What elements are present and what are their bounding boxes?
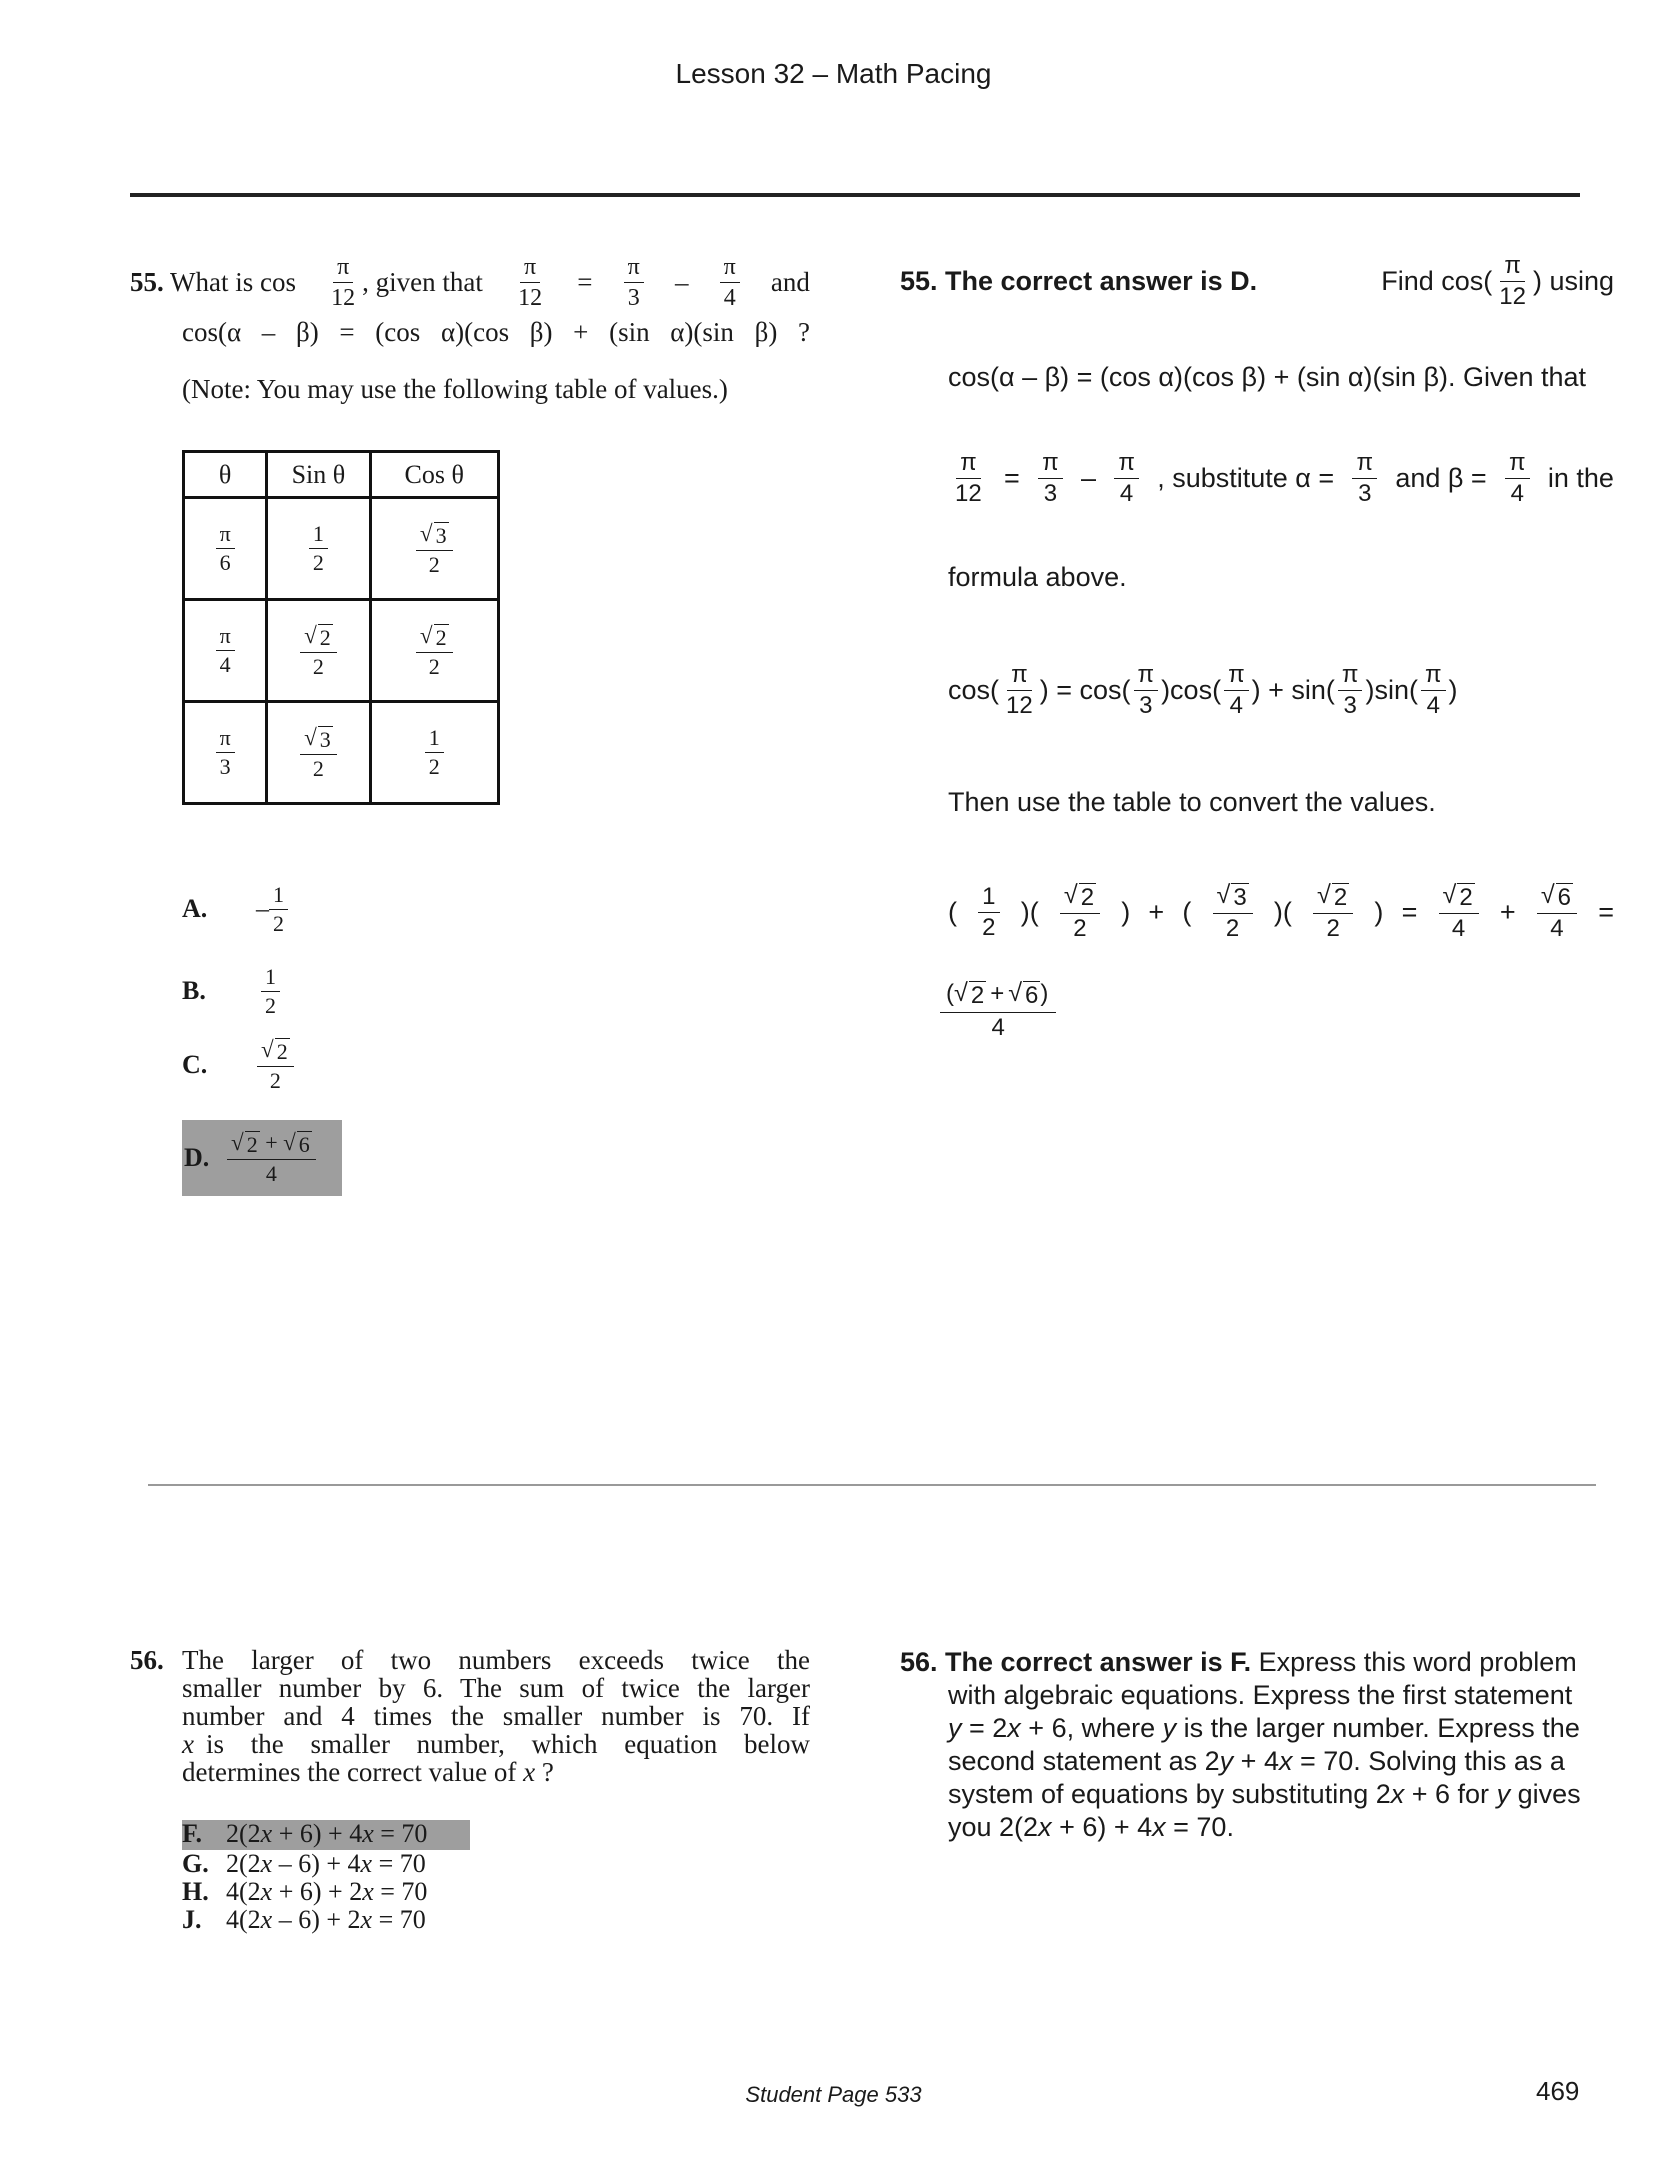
a55-cos-expansion: cos( $\frac{\pi}{12}$ ) = cos( $\frac{\pi}{3}$ )cos( $\frac{\pi}{4}$ ) + sin( $\frac{\pi}{3}$ )sin( $\frac{\pi}{4}$ ) (948, 660, 1458, 719)
q55-identity: cos(α – β) = (cos α)(cos β) + (sin α)(sin β) ? (182, 317, 810, 347)
table-row (184, 600, 499, 702)
angle-pi-6: $\frac{\pi}{6}$ (216, 523, 235, 574)
header-title: Lesson 32 – Math Pacing (675, 58, 992, 89)
frac-pi-12: $\frac{\pi}{12}$ (518, 253, 543, 311)
choice-g[interactable]: G. 2(2x – 6) + 4x = 70 (182, 1849, 426, 1878)
a56-explanation: 56. The correct answer is F. Express this word problem with algebraic equations. Express the first statement y = 2x + 6, where y is the larger number. Express the second statement as 2y + 4x = 70. Solving this as a system of equations by substituting 2x + 6 for y gives you 2(2x + 6) + 4x = 70. (900, 1647, 1581, 1842)
a55-final-result: ( √ 2 + √ 6 ) 4 (940, 970, 1056, 1050)
frac-pi-12: $\frac{\pi}{12}$ (331, 253, 356, 311)
q56-stem: The larger of two numbers exceeds twice the smaller number by 6. The sum of twice the larger number and 4 times the smaller number is 70. If x is the smaller number, which equation below determines the correct value of x ? (182, 1645, 810, 1787)
choice-j[interactable]: J. 4(2x – 6) + 2x = 70 (182, 1905, 426, 1934)
angle-pi-3: $\frac{\pi}{3}$ (216, 727, 235, 778)
section-divider (148, 1484, 1596, 1486)
a55-line2: cos(α – β) = (cos α)(cos β) + (sin α)(sin β). Given that (948, 362, 1587, 392)
choice-h[interactable]: H. 4(2x + 6) + 2x = 70 (182, 1877, 428, 1906)
cos-value: √ 3 2 (416, 522, 453, 576)
trig-values-table (182, 450, 500, 805)
choice-d-highlighted[interactable]: D. √ 2 + √ 6 4 (182, 1120, 342, 1196)
choice-f-highlighted[interactable]: F. 2(2x + 6) + 4x = 70 (182, 1820, 470, 1850)
table-header-cos: Cos θ (370, 452, 498, 498)
q55-stem-line1: 55. What is cos $\frac{\pi}{12}$ , given that $\frac{\pi}{12}$ = $\frac{\pi}{3}$ – $\frac{\pi}{4}$ and (130, 253, 810, 311)
sin-value: $\frac{1}{2}$ (309, 523, 328, 574)
footer-student-page: Student Page 533 (745, 2082, 922, 2107)
table-row (184, 702, 499, 804)
q55-number: 55. (130, 267, 164, 297)
a55-formula-above: formula above. (948, 562, 1127, 592)
q56-number: 56. (130, 1645, 164, 1675)
frac-pi-4: $\frac{\pi}{4}$ (720, 255, 740, 310)
q56-choices (182, 1820, 470, 1934)
table-header-theta: θ (184, 452, 267, 498)
a55-line1: 55. The correct answer is D. Find cos( $\frac{\pi}{12}$ ) using (900, 251, 1614, 310)
sin-value: √ 3 2 (300, 726, 337, 780)
table-header-sin: Sin θ (267, 452, 370, 498)
sin-value: √ 2 2 (300, 624, 337, 678)
a55-then-text: Then use the table to convert the values. (948, 787, 1436, 817)
table-row (184, 498, 499, 600)
a55-line3: $\frac{\pi}{12}$ = $\frac{\pi}{3}$ – $\frac{\pi}{4}$ , substitute α = $\frac{\pi}{3}$ and β = $\frac{\pi}{4}$ in the (955, 448, 1614, 507)
header-rule (130, 193, 1580, 197)
q55-note: (Note: You may use the following table of values.) (182, 374, 728, 404)
frac-pi-3: $\frac{\pi}{3}$ (624, 255, 644, 310)
choice-b[interactable]: B. $\frac{1}{2}$ (182, 960, 283, 1022)
choice-c[interactable]: C. √ 2 2 (182, 1030, 297, 1100)
cos-value: $\frac{1}{2}$ (425, 727, 444, 778)
angle-pi-4: $\frac{\pi}{4}$ (216, 625, 235, 676)
footer-page-number: 469 (1536, 2076, 1580, 2106)
choice-a[interactable]: A. – $\frac{1}{2}$ (182, 878, 291, 940)
cos-value: √ 2 2 (416, 624, 453, 678)
a55-value-expansion: ( $\frac{1}{2}$ )( √ 2 2 ) + ( √ 3 2 )( √ 2 2 ) = √ 2 4 + √ 6 4 = (948, 881, 1614, 942)
